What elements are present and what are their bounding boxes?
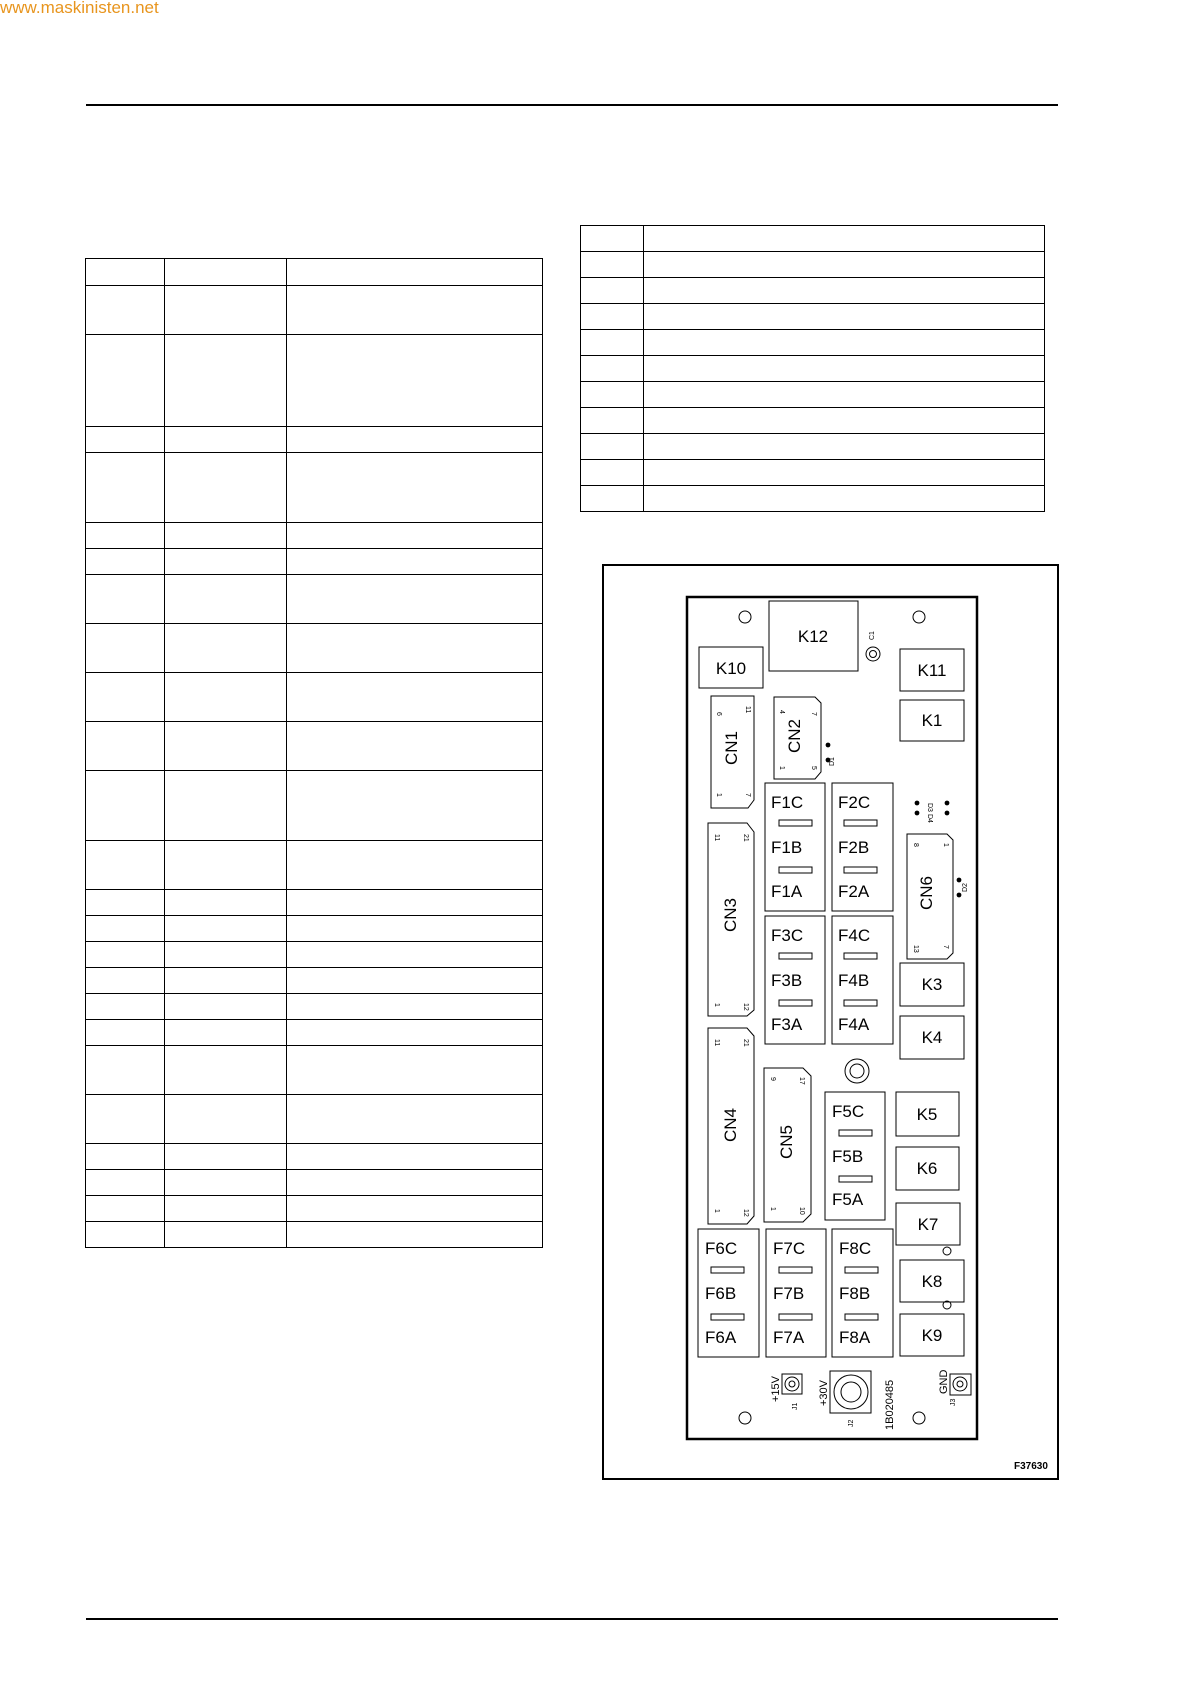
label-f3b: F3B bbox=[771, 971, 803, 990]
label-k1: K1 bbox=[921, 711, 943, 730]
label-f6b: F6B bbox=[705, 1284, 737, 1303]
label-cn1: CN1 bbox=[722, 730, 741, 766]
label-k4: K4 bbox=[921, 1028, 943, 1047]
label-f2c: F2C bbox=[838, 793, 871, 812]
label-f4b: F4B bbox=[838, 971, 870, 990]
label-cn3: CN3 bbox=[721, 897, 740, 933]
pin-number: 21 bbox=[742, 834, 749, 842]
pin-number: 1 bbox=[778, 766, 785, 770]
label-f6c: F6C bbox=[705, 1239, 738, 1258]
label-k12: K12 bbox=[797, 627, 829, 646]
mounting-hole bbox=[739, 1412, 751, 1424]
pin-number: 7 bbox=[810, 712, 817, 716]
mounting-hole bbox=[913, 611, 925, 623]
label-k3: K3 bbox=[921, 975, 943, 994]
center-screw bbox=[845, 1059, 869, 1083]
mounting-hole bbox=[913, 1412, 925, 1424]
label-f4c: F4C bbox=[838, 926, 871, 945]
pin-number: 1 bbox=[713, 1209, 720, 1213]
label-k8: K8 bbox=[921, 1272, 943, 1291]
label-f7c: F7C bbox=[773, 1239, 806, 1258]
mounting-hole bbox=[739, 611, 751, 623]
label-f8b: F8B bbox=[839, 1284, 871, 1303]
label-gnd: GND bbox=[938, 1369, 950, 1394]
pin-number: 12 bbox=[742, 1003, 749, 1011]
label-30v: +30V bbox=[818, 1380, 830, 1406]
label-f1c: F1C bbox=[771, 793, 804, 812]
label-c1: C1 bbox=[869, 631, 876, 640]
label-f3c: F3C bbox=[771, 926, 804, 945]
pin-number: 6 bbox=[715, 712, 722, 716]
label-f7a: F7A bbox=[773, 1328, 805, 1347]
label-k10: K10 bbox=[715, 659, 747, 678]
label-f8c: F8C bbox=[839, 1239, 872, 1258]
watermark[interactable]: www.maskinisten.net bbox=[0, 0, 159, 17]
label-d2: D2 bbox=[962, 883, 969, 892]
label-f2a: F2A bbox=[838, 882, 870, 901]
pin-number: 1 bbox=[942, 843, 949, 847]
label-cn6: CN6 bbox=[917, 875, 936, 911]
label-f5b: F5B bbox=[832, 1147, 864, 1166]
label-j1: J1 bbox=[792, 1402, 799, 1410]
label-f1a: F1A bbox=[771, 882, 803, 901]
label-j3: J3 bbox=[950, 1398, 957, 1406]
pin-number: 13 bbox=[912, 945, 919, 953]
label-cn5: CN5 bbox=[777, 1124, 796, 1160]
pin-number: 9 bbox=[769, 1077, 776, 1081]
pin-number: 4 bbox=[778, 710, 785, 714]
pin-number: 1 bbox=[769, 1207, 776, 1211]
label-f1b: F1B bbox=[771, 838, 803, 857]
label-j2: J2 bbox=[848, 1419, 855, 1427]
label-f6a: F6A bbox=[705, 1328, 737, 1347]
pin-number: 1 bbox=[715, 793, 722, 797]
label-f7b: F7B bbox=[773, 1284, 805, 1303]
label-cn2: CN2 bbox=[785, 718, 804, 754]
pin-number: 8 bbox=[912, 843, 919, 847]
pin-number: 17 bbox=[798, 1077, 805, 1085]
label-cn4: CN4 bbox=[721, 1107, 740, 1143]
label-k5: K5 bbox=[916, 1105, 938, 1124]
label-k11: K11 bbox=[917, 661, 947, 680]
label-d1: D1 bbox=[829, 757, 836, 766]
label-f2b: F2B bbox=[838, 838, 870, 857]
label-f8a: F8A bbox=[839, 1328, 871, 1347]
pin-number: 11 bbox=[713, 834, 720, 842]
label-part-number: 1B020485 bbox=[884, 1379, 896, 1430]
label-f5a: F5A bbox=[832, 1190, 864, 1209]
label-f3a: F3A bbox=[771, 1015, 803, 1034]
pin-number: 1 bbox=[713, 1003, 720, 1007]
label-15v: +15V bbox=[770, 1376, 782, 1402]
pin-number: 10 bbox=[798, 1207, 805, 1215]
label-k6: K6 bbox=[916, 1159, 938, 1178]
pin-number: 12 bbox=[742, 1209, 749, 1217]
label-f4a: F4A bbox=[838, 1015, 870, 1034]
label-k7: K7 bbox=[917, 1215, 939, 1234]
small-hole bbox=[943, 1247, 951, 1255]
pin-number: 11 bbox=[713, 1039, 720, 1047]
terminal-30v bbox=[830, 1371, 871, 1413]
label-f5c: F5C bbox=[832, 1102, 865, 1121]
capacitor-c1 bbox=[866, 647, 880, 661]
label-d4: D4 bbox=[926, 814, 933, 823]
label-k9: K9 bbox=[921, 1326, 943, 1345]
figure-code: F37630 bbox=[1014, 1461, 1048, 1472]
pin-number: 7 bbox=[942, 945, 949, 949]
pin-number: 7 bbox=[744, 793, 751, 797]
pin-number: 5 bbox=[810, 766, 817, 770]
pin-number: 11 bbox=[744, 706, 751, 714]
label-d3: D3 bbox=[926, 803, 933, 812]
pin-number: 21 bbox=[742, 1039, 749, 1047]
